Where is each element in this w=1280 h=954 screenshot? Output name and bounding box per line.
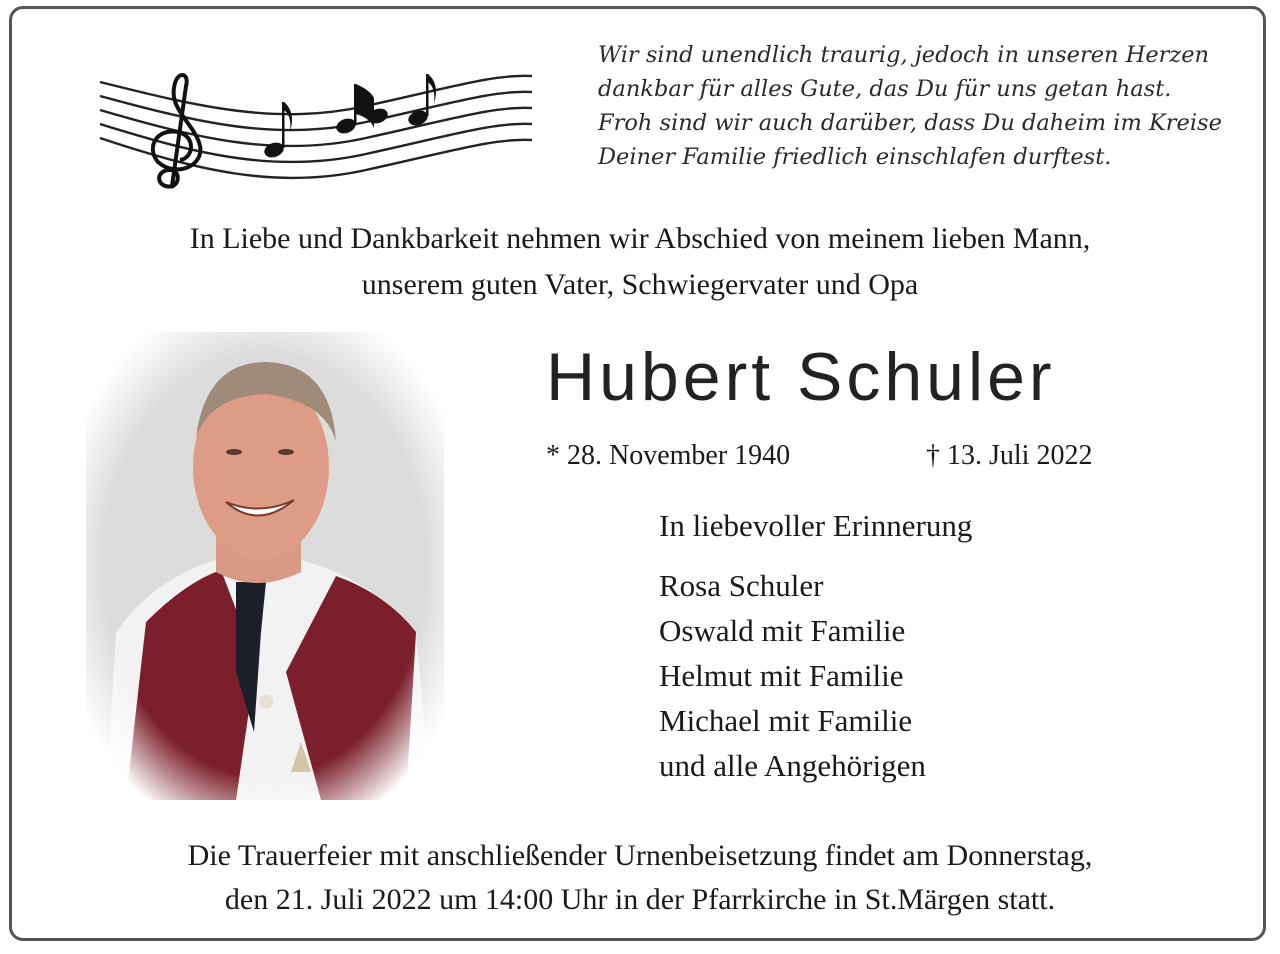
- quote-line: Deiner Familie friedlich einschlafen durftest.: [598, 144, 1112, 170]
- list-item: Rosa Schuler: [659, 568, 824, 603]
- quote-verse: [598, 38, 1238, 174]
- service-announcement: [0, 834, 1280, 922]
- death-date: † 13. Juli 2022: [926, 440, 1093, 471]
- list-item: und alle Angehörigen: [659, 748, 926, 783]
- service-line: den 21. Juli 2022 um 14:00 Uhr in der Pfarrkirche in St.Märgen statt.: [224, 883, 1056, 916]
- list-item: Helmut mit Familie: [659, 658, 904, 693]
- quote-line: Froh sind wir auch darüber, dass Du daheim im Kreise: [598, 110, 1222, 136]
- memory-heading: In liebevoller Erinnerung: [659, 508, 973, 543]
- list-item: Oswald mit Familie: [659, 613, 906, 648]
- family-list: [659, 563, 926, 788]
- quote-line: Wir sind unendlich traurig, jedoch in unseren Herzen: [598, 42, 1210, 68]
- service-line: Die Trauerfeier mit anschließender Urnenbeisetzung findet am Donnerstag,: [187, 839, 1093, 872]
- music-staff-icon: [96, 66, 536, 201]
- quote-line: dankbar für alles Gute, das Du für uns getan hast.: [598, 76, 1172, 102]
- deceased-name: Hubert Schuler: [546, 339, 1056, 415]
- birth-date: * 28. November 1940: [546, 440, 791, 471]
- list-item: Michael mit Familie: [659, 703, 913, 738]
- intro-text: [0, 216, 1280, 308]
- intro-line: unserem guten Vater, Schwiegervater und Opa: [361, 268, 919, 301]
- portrait-photo: [86, 332, 444, 800]
- intro-line: In Liebe und Dankbarkeit nehmen wir Abschied von meinem lieben Mann,: [189, 222, 1091, 255]
